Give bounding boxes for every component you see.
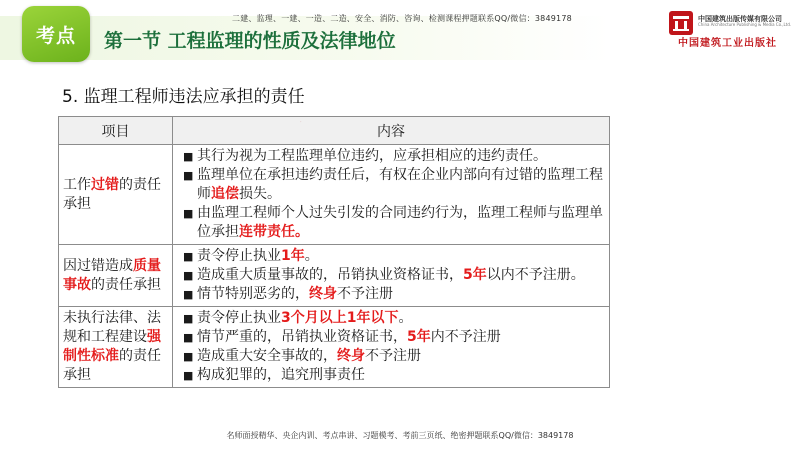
bullet-text bbox=[197, 147, 603, 166]
text-segment: 的责任承担 bbox=[63, 348, 161, 383]
square-bullet-icon: ■ bbox=[183, 331, 194, 344]
square-bullet-icon: ■ bbox=[183, 150, 194, 163]
text-segment: 监理单位在承担违约责任后，有权在企业内部向有过错的监理工程师 bbox=[197, 167, 603, 202]
publisher-name-english: China Architecture Publishing & Media Co.,Ltd. bbox=[698, 22, 792, 27]
square-bullet-icon: ■ bbox=[183, 312, 194, 325]
table-row bbox=[59, 245, 610, 307]
text-segment: 造成重大质量事故的，吊销执业资格证书， bbox=[197, 267, 463, 283]
table-row bbox=[59, 145, 610, 245]
bullet-text bbox=[197, 266, 603, 285]
item-cell bbox=[59, 307, 173, 388]
highlight-text: 终身 bbox=[309, 286, 337, 302]
highlight-text: 连带责任。 bbox=[239, 224, 309, 240]
highlight-text: 1年 bbox=[281, 248, 305, 264]
bullet-text bbox=[197, 366, 603, 385]
highlight-text: 强制性标准 bbox=[63, 329, 161, 364]
bullet-text bbox=[197, 347, 603, 366]
square-bullet-icon: ■ bbox=[183, 288, 194, 301]
square-bullet-icon: ■ bbox=[183, 350, 194, 363]
slide-header bbox=[0, 0, 800, 66]
text-segment: 以内不予注册。 bbox=[486, 267, 585, 283]
highlight-text: 质量事故 bbox=[63, 257, 161, 293]
bullet-item bbox=[183, 166, 603, 204]
item-cell bbox=[59, 245, 173, 307]
bullet-item bbox=[183, 347, 603, 366]
text-segment: 工作 bbox=[63, 176, 91, 193]
bullet-item bbox=[183, 266, 603, 285]
text-segment: 的责任承担 bbox=[91, 276, 161, 293]
table-header-row bbox=[59, 117, 610, 145]
bullet-item bbox=[183, 309, 603, 328]
bullet-text bbox=[197, 166, 603, 204]
kaodian-badge: 考点 bbox=[22, 6, 90, 62]
text-segment: 由监理工程师个人过失引发的合同违约行为，监理工程师与监理单位承担 bbox=[197, 205, 603, 240]
text-segment: 其行为视为工程监理单位违约，应承担相应的违约责任。 bbox=[197, 148, 547, 164]
publisher-emblem-icon bbox=[668, 10, 694, 36]
highlight-text: 终身 bbox=[337, 348, 365, 364]
top-notice: 二建、监理、一建、一造、二造、安全、消防、咨询、检测课程押题联系QQ/微信：3849178 bbox=[232, 14, 572, 23]
item-cell bbox=[59, 145, 173, 245]
bullet-text bbox=[197, 328, 603, 347]
footer-notice: 名师面授精华、央企内训、考点串讲、习题模考、考前三页纸、绝密押题联系QQ/微信：3849178 bbox=[226, 431, 574, 440]
highlight-text: 3个月以上1年以下 bbox=[281, 310, 399, 326]
table-row bbox=[59, 307, 610, 388]
text-segment: 不予注册 bbox=[365, 348, 421, 364]
square-bullet-icon: ■ bbox=[183, 169, 194, 182]
publisher-calligraphy: 中国建筑工业出版社 bbox=[678, 38, 777, 49]
column-header-content: 内容 bbox=[173, 117, 610, 145]
bullet-item bbox=[183, 285, 603, 304]
text-segment: 构成犯罪的，追究刑事责任 bbox=[197, 367, 365, 383]
highlight-text: 5年 bbox=[463, 267, 487, 283]
bullet-text bbox=[197, 285, 603, 304]
text-segment: 未执行法律、法规和工程建设 bbox=[63, 310, 161, 345]
bullet-item bbox=[183, 147, 603, 166]
column-header-item: 项目 bbox=[59, 117, 173, 145]
text-segment: 责令停止执业 bbox=[197, 310, 281, 326]
text-segment: 不予注册 bbox=[337, 286, 393, 302]
text-segment: 的责任承担 bbox=[63, 176, 161, 212]
content-cell bbox=[173, 245, 610, 307]
publisher-name: 中国建筑出版传媒有限公司 bbox=[698, 15, 782, 23]
highlight-text: 5年 bbox=[407, 329, 431, 345]
text-segment: 责令停止执业 bbox=[197, 248, 281, 264]
text-segment: 。 bbox=[304, 248, 319, 264]
highlight-text: 追偿 bbox=[211, 186, 239, 202]
text-segment: 。 bbox=[398, 310, 413, 326]
content-cell bbox=[173, 145, 610, 245]
bullet-text bbox=[197, 204, 603, 242]
text-segment: 造成重大安全事故的， bbox=[197, 348, 337, 364]
bullet-text bbox=[197, 309, 603, 328]
text-segment: 内不予注册 bbox=[430, 329, 501, 345]
highlight-text: 过错 bbox=[91, 176, 119, 193]
text-segment: 情节特别恶劣的， bbox=[197, 286, 309, 302]
publisher-logo bbox=[668, 8, 794, 48]
text-segment: 损失。 bbox=[239, 186, 281, 202]
responsibility-table bbox=[58, 116, 610, 388]
slide-subtitle: 5. 监理工程师违法应承担的责任 bbox=[62, 87, 305, 107]
bullet-item bbox=[183, 247, 603, 266]
square-bullet-icon: ■ bbox=[183, 369, 194, 382]
square-bullet-icon: ■ bbox=[183, 269, 194, 282]
square-bullet-icon: ■ bbox=[183, 207, 194, 220]
text-segment: 情节严重的，吊销执业资格证书， bbox=[197, 329, 407, 345]
content-cell bbox=[173, 307, 610, 388]
text-segment: 因过错造成 bbox=[63, 257, 133, 274]
table-body bbox=[59, 145, 610, 388]
section-title: 第一节 工程监理的性质及法律地位 bbox=[104, 30, 396, 52]
watermark: · bbox=[297, 118, 305, 126]
square-bullet-icon: ■ bbox=[183, 250, 194, 263]
bullet-item bbox=[183, 204, 603, 242]
bullet-text bbox=[197, 247, 603, 266]
bullet-item bbox=[183, 366, 603, 385]
bullet-item bbox=[183, 328, 603, 347]
